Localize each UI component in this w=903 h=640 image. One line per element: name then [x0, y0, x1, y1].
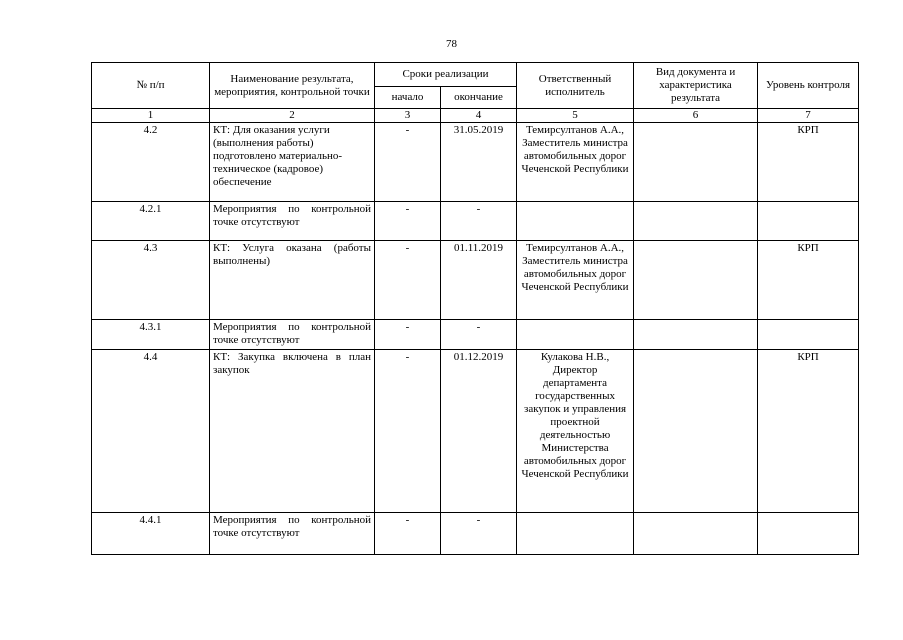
- column-number: 5: [517, 109, 634, 123]
- row-start: -: [375, 123, 441, 202]
- row-number: 4.3: [92, 241, 210, 320]
- header-control-level: Уровень контроля: [758, 63, 859, 109]
- row-end: -: [441, 513, 517, 555]
- row-name: Мероприятия по контрольной точке отсутствуют: [210, 202, 375, 241]
- column-number: 1: [92, 109, 210, 123]
- row-document: [634, 513, 758, 555]
- row-number: 4.3.1: [92, 320, 210, 350]
- row-name: КТ: Услуга оказана (работы выполнены): [210, 241, 375, 320]
- row-document: [634, 202, 758, 241]
- row-control-level: [758, 513, 859, 555]
- row-document: [634, 123, 758, 202]
- column-number: 4: [441, 109, 517, 123]
- row-name: КТ: Закупка включена в план закупок: [210, 350, 375, 513]
- header-start: начало: [375, 87, 441, 109]
- table-row: [92, 241, 859, 320]
- column-number: 6: [634, 109, 758, 123]
- header-end: окончание: [441, 87, 517, 109]
- row-control-level: КРП: [758, 241, 859, 320]
- row-end: 01.12.2019: [441, 350, 517, 513]
- row-number: 4.2.1: [92, 202, 210, 241]
- column-number: 3: [375, 109, 441, 123]
- row-start: -: [375, 241, 441, 320]
- row-document: [634, 241, 758, 320]
- results-table: [91, 62, 859, 555]
- table-row: [92, 202, 859, 241]
- header-terms: Сроки реализации: [375, 63, 517, 87]
- row-control-level: КРП: [758, 123, 859, 202]
- header-name: Наименование результата, мероприятия, контрольной точки: [210, 63, 375, 109]
- row-number: 4.4: [92, 350, 210, 513]
- row-name: КТ: Для оказания услуги (выполнения работы) подготовлено материально-техническое (кадровое) обеспечение: [210, 123, 375, 202]
- row-document: [634, 320, 758, 350]
- page-number: 78: [446, 38, 457, 50]
- row-responsible: [517, 513, 634, 555]
- header-responsible: Ответственный исполнитель: [517, 63, 634, 109]
- table-row: [92, 513, 859, 555]
- row-end: 31.05.2019: [441, 123, 517, 202]
- row-responsible: Кулакова Н.В., Директор департамента государственных закупок и управления проектной деятельностью Министерства автомобильных дорог Чеченской Республики: [517, 350, 634, 513]
- row-document: [634, 350, 758, 513]
- row-end: 01.11.2019: [441, 241, 517, 320]
- row-start: -: [375, 202, 441, 241]
- row-number: 4.2: [92, 123, 210, 202]
- row-end: -: [441, 202, 517, 241]
- row-end: -: [441, 320, 517, 350]
- row-control-level: [758, 320, 859, 350]
- header-document: Вид документа и характеристика результата: [634, 63, 758, 109]
- row-responsible: Темирсултанов А.А., Заместитель министра автомобильных дорог Чеченской Республики: [517, 123, 634, 202]
- row-start: -: [375, 350, 441, 513]
- row-name: Мероприятия по контрольной точке отсутствуют: [210, 320, 375, 350]
- row-responsible: [517, 202, 634, 241]
- table-row: [92, 320, 859, 350]
- row-start: -: [375, 320, 441, 350]
- row-responsible: [517, 320, 634, 350]
- column-number: 2: [210, 109, 375, 123]
- column-number-row: [92, 109, 859, 123]
- header-number: № п/п: [92, 63, 210, 109]
- row-control-level: КРП: [758, 350, 859, 513]
- column-number: 7: [758, 109, 859, 123]
- row-start: -: [375, 513, 441, 555]
- table-row: [92, 350, 859, 513]
- row-number: 4.4.1: [92, 513, 210, 555]
- row-name: Мероприятия по контрольной точке отсутствуют: [210, 513, 375, 555]
- table-row: [92, 123, 859, 202]
- row-control-level: [758, 202, 859, 241]
- row-responsible: Темирсултанов А.А., Заместитель министра автомобильных дорог Чеченской Республики: [517, 241, 634, 320]
